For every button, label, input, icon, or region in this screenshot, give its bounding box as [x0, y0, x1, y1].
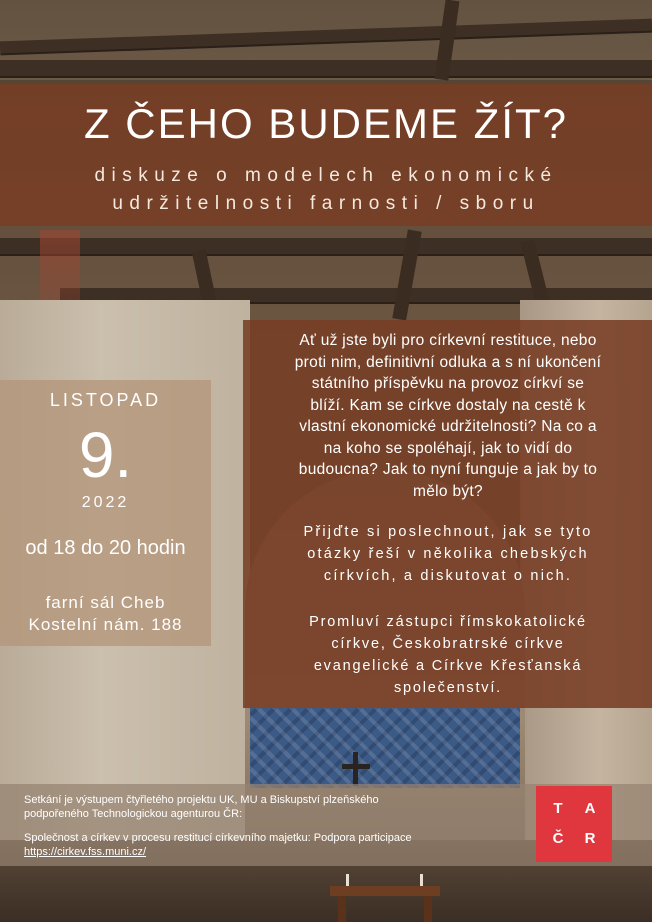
text-line: Ať už jste byli pro církevní restituce, nebo — [299, 332, 597, 349]
subtitle-line: udržitelnosti farnosti / sboru — [112, 193, 540, 214]
text-line: společenství. — [393, 680, 503, 696]
intro-paragraph — [258, 330, 638, 502]
text-line: státního příspěvku na provoz církví se — [311, 375, 585, 392]
text-line: na koho se spoléhají, jak to vidí do — [323, 439, 573, 457]
speakers-paragraph — [258, 611, 638, 699]
tacr-logo — [536, 786, 612, 862]
event-day: 9. — [78, 419, 133, 491]
logo-letter: T — [553, 800, 563, 817]
logo-letter: A — [584, 800, 596, 817]
text-line: mělo být? — [413, 482, 483, 500]
subtitle-line: diskuze o modelech ekonomické — [94, 165, 558, 186]
project-line: podpořeného Technologickou agenturou ČR: — [24, 808, 243, 820]
project-name: Společnost a církev v procesu restitucí církevního majetku: Podpora participace — [24, 832, 412, 844]
altar-table — [330, 886, 440, 896]
text-line: proti nim, definitivní odluka a s ní ukončení — [294, 353, 602, 371]
text-line: otázky řeší v několika chebských — [307, 546, 589, 562]
poster-subtitle — [0, 162, 652, 218]
invite-paragraph — [258, 521, 638, 587]
footer-text — [24, 793, 524, 859]
text-line: blíží. Kam se církve dostaly na cestě k — [310, 396, 586, 414]
venue-line: Kostelní nám. 188 — [28, 615, 183, 634]
text-line: Promluví zástupci římskokatolické — [309, 614, 587, 630]
text-line: církvích, a diskutovat o nich. — [323, 568, 573, 584]
event-hours: od 18 do 20 hodin — [25, 537, 186, 559]
poster-title: Z ČEHO BUDEME ŽÍT? — [83, 100, 569, 147]
event-month: LISTOPAD — [49, 390, 162, 410]
venue-line: farní sál Cheb — [45, 593, 166, 612]
event-year: 2022 — [81, 494, 130, 511]
project-line: Setkání je výstupem čtyřletého projektu UK, MU a Biskupství plzeňského — [24, 794, 379, 806]
project-link[interactable]: https://cirkev.fss.muni.cz/ — [24, 846, 147, 858]
logo-letter: Č — [552, 830, 564, 847]
event-venue — [0, 592, 211, 636]
text-line: budoucna? Jak to nyní funguje a jak by to — [298, 461, 598, 478]
logo-letter: R — [584, 830, 596, 847]
text-line: Přijďte si poslechnout, jak se tyto — [303, 524, 593, 540]
cross-icon — [353, 752, 358, 786]
text-line: vlastní ekonomické udržitelnosti? Na co a — [299, 418, 597, 435]
text-line: církve, Českobratrské církve — [331, 636, 565, 652]
text-line: evangelické a Církve Křesťanská — [313, 658, 583, 674]
tiled-altar-wall — [250, 708, 520, 788]
